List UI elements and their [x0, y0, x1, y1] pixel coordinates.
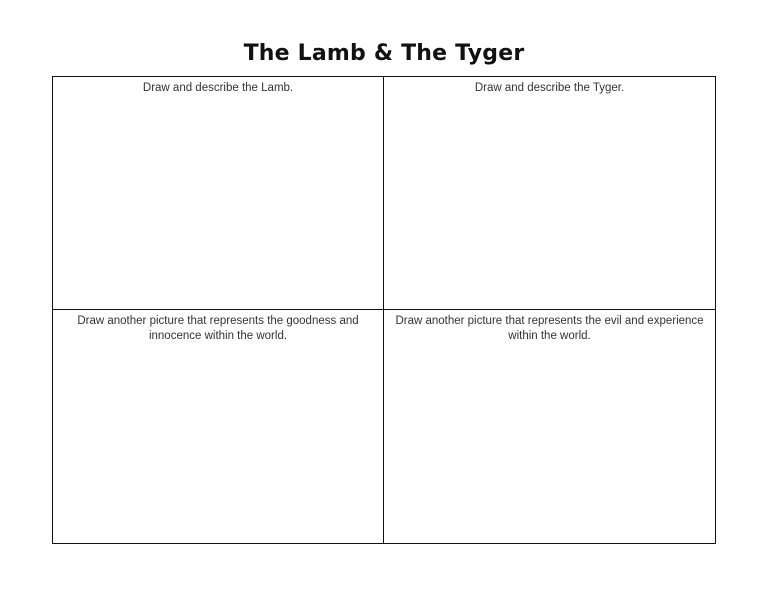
drawing-grid — [52, 76, 716, 544]
box-evil-prompt: Draw another picture that represents the evil and experience within the world. — [395, 315, 704, 342]
box-lamb-prompt: Draw and describe the Lamb. — [142, 82, 294, 94]
box-lamb[interactable] — [53, 77, 384, 310]
box-evil-experience[interactable] — [384, 310, 715, 543]
box-tyger[interactable] — [384, 77, 715, 310]
box-goodness-prompt: Draw another picture that represents the goodness and innocence within the world. — [77, 315, 359, 342]
box-goodness-innocence[interactable] — [53, 310, 384, 543]
worksheet-title: The Lamb & The Tyger — [243, 41, 525, 66]
box-tyger-prompt: Draw and describe the Tyger. — [474, 82, 625, 94]
